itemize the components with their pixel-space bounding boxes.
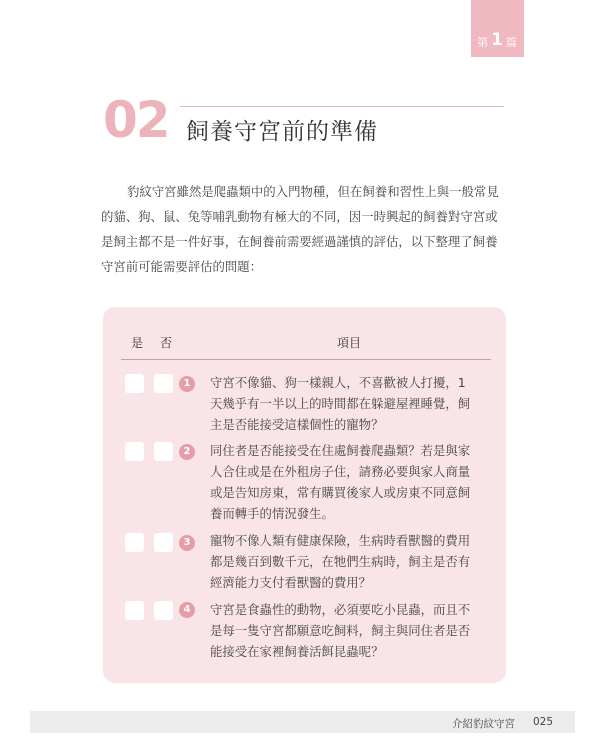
chapter-prefix: 第 (477, 36, 490, 49)
item-line: 寵物不像人類有健康保險，生病時看獸醫的費用 (210, 533, 471, 548)
yes-checkbox[interactable] (125, 442, 144, 461)
intro-line: 是飼主都不是一件好事，在飼養前需要經過謹慎的評估，以下整理了飼養 (101, 234, 498, 249)
item-line: 主是否能接受這樣個性的寵物？ (210, 417, 384, 432)
item-line: 經濟能力支付看獸醫的費用？ (210, 575, 372, 590)
item-line: 守宮不像貓、狗一樣親人，不喜歡被人打擾，1 (210, 375, 466, 390)
chapter-tab (471, 0, 524, 57)
item-line: 天幾乎有一半以上的時間都在躲避屋裡睡覺，飼 (210, 396, 471, 411)
column-header-no: 否 (160, 336, 173, 350)
no-checkbox[interactable] (154, 533, 173, 552)
section-number: 02 (103, 91, 169, 149)
intro-line: 的貓、狗、鼠、兔等哺乳動物有極大的不同，因一時興起的飼養對守宮或 (101, 209, 498, 224)
page-number: 025 (533, 716, 554, 728)
item-line: 都是幾百到數千元，在牠們生病時，飼主是否有 (210, 554, 471, 569)
evaluation-checklist (103, 307, 506, 683)
yes-checkbox[interactable] (125, 374, 144, 393)
column-header-yes: 是 (131, 336, 144, 350)
item-line: 守宮是食蟲性的動物，必須要吃小昆蟲，而且不 (210, 602, 471, 617)
item-line: 能接受在家裡飼養活餌昆蟲呢？ (210, 644, 384, 659)
item-text (210, 599, 492, 662)
item-number-badge: 4 (179, 602, 195, 618)
running-footer-title: 介紹豹紋守宮 (452, 718, 515, 730)
title-divider (180, 106, 504, 107)
section-title: 飼養守宮前的準備 (186, 119, 378, 145)
item-line: 同住者是否能接受在住處飼養爬蟲類？若是與家 (210, 443, 471, 458)
item-line: 是每一隻守宮都願意吃飼料，飼主與同住者是否 (210, 623, 471, 638)
item-text (210, 440, 492, 524)
intro-line: 豹紋守宮雖然是爬蟲類中的入門物種，但在飼養和習性上與一般常見 (127, 184, 499, 199)
no-checkbox[interactable] (154, 442, 173, 461)
column-header-item: 項目 (337, 336, 362, 350)
item-line: 人合住或是在外租房子住，請務必要與家人商量 (210, 464, 471, 479)
header-divider (121, 359, 491, 360)
item-number-badge: 3 (179, 535, 195, 551)
item-number-badge: 2 (179, 444, 195, 460)
chapter-suffix: 篇 (505, 36, 518, 49)
yes-checkbox[interactable] (125, 601, 144, 620)
yes-checkbox[interactable] (125, 533, 144, 552)
intro-paragraph (101, 179, 507, 279)
no-checkbox[interactable] (154, 374, 173, 393)
item-line: 養而轉手的情況發生。 (210, 506, 334, 521)
no-checkbox[interactable] (154, 601, 173, 620)
chapter-number: 1 (491, 30, 504, 50)
item-text (210, 372, 492, 435)
item-line: 或是告知房東，常有購買後家人或房東不同意飼 (210, 485, 471, 500)
intro-line: 守宮前可能需要評估的問題： (101, 259, 263, 274)
item-text (210, 530, 492, 593)
item-number-badge: 1 (179, 376, 195, 392)
